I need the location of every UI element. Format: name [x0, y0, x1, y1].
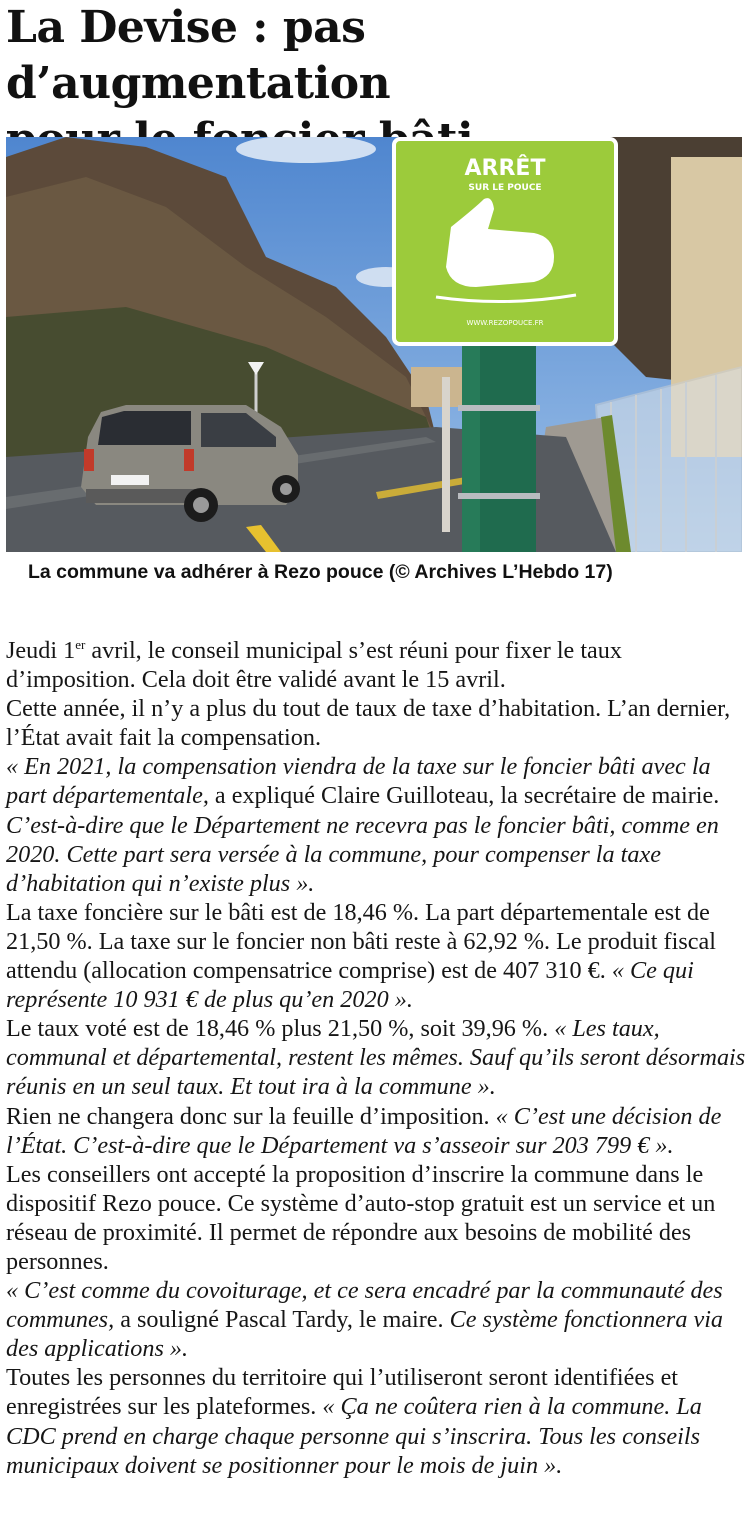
- headline-line-1: La Devise : pas d’augmentation: [6, 2, 391, 109]
- p4-quote-1: « Ce qui représente 10 931 € de plus qu’en 2020 ».: [6, 957, 694, 1014]
- p8-quote-2: Ce système fonctionnera via des applications ».: [6, 1306, 724, 1363]
- p5-quote-1: « Les taux, communal et départemental, restent les mêmes. Sauf qu’ils seront désormais réunis en un seul taux. Et tout ira à la commune ».: [6, 1015, 746, 1101]
- p1-superscript: er: [75, 636, 86, 652]
- paragraph-2: Cette année, il n’y a plus du tout de taux de taxe d’habitation. L’an dernier, l’État avait fait la compensation.: [6, 695, 731, 752]
- sign-title: ARRÊT: [464, 156, 546, 181]
- p9-text-1: Toutes les personnes du territoire qui l’utiliseront seront identifiées et enregistrées sur les plateformes.: [6, 1364, 679, 1421]
- rezo-pouce-sign: [394, 139, 616, 344]
- car: [81, 405, 300, 522]
- p9-quote-1: « Ça ne coûtera rien à la commune. La CDC prend en charge chaque personne qui s’inscrira. Tous les conseils municipaux doivent se positionner pour le mois de juin ».: [6, 1393, 702, 1479]
- p1-text-b: avril, le conseil municipal s’est réuni pour fixer le taux d’imposition. Cela doit être validé avant le 15 avril.: [6, 637, 622, 694]
- paragraph-5: [6, 1014, 751, 1101]
- p6-quote-1: « C’est une décision de l’État. C’est-à-dire que le Département va s’asseoir sur 203 799 € ».: [6, 1102, 722, 1159]
- p1-text-a: Jeudi 1: [6, 637, 76, 664]
- paragraph-1: [6, 636, 751, 694]
- p8-text-1: a souligné Pascal Tardy, le maire.: [114, 1306, 450, 1334]
- paragraph-9: [6, 1363, 751, 1479]
- p3-quote-2: C’est-à-dire que le Département ne recevra pas le foncier bâti, comme en 2020. Cette part sera versée à la commune, pour compenser la taxe d’habitation qui n’existe plus ».: [6, 811, 719, 897]
- p3-text-1: a expliqué Claire Guilloteau, la secrétaire de mairie.: [208, 782, 720, 810]
- paragraph-3: [6, 752, 751, 897]
- sign-url: WWW.REZOPOUCE.FR: [466, 319, 544, 327]
- photo-caption: La commune va adhérer à Rezo pouce (© Archives L’Hebdo 17): [28, 561, 613, 583]
- paragraph-7: Les conseillers ont accepté la proposition d’inscrire la commune dans le dispositif Rezo pouce. Ce système d’auto-stop gratuit est un service et un réseau de proximité. Il permet de répondre aux besoins de mobilité des personnes.: [6, 1160, 716, 1275]
- sign-subtitle: SUR LE POUCE: [468, 183, 542, 193]
- p8-quote-1: « C’est comme du covoiturage, et ce sera encadré par la communauté des communes,: [6, 1277, 723, 1334]
- p4-text-1: La taxe foncière sur le bâti est de 18,46 %. La part départementale est de 21,50 %. La taxe sur le foncier non bâti reste à 62,92 %. Le produit fiscal attendu (allocation compensatrice comprise) est de 407 310 €.: [6, 898, 716, 985]
- paragraph-6: [6, 1102, 751, 1160]
- p6-text-1: Rien ne changera donc sur la feuille d’imposition.: [6, 1102, 496, 1130]
- article-photo: [6, 137, 742, 552]
- paragraph-4: [6, 898, 751, 1014]
- sign-pole: [458, 337, 540, 552]
- p3-quote-1: « En 2021, la compensation viendra de la taxe sur le foncier bâti avec la part départementale,: [6, 753, 711, 810]
- article-body: [6, 636, 751, 1480]
- paragraph-8: [6, 1276, 751, 1363]
- p5-text-1: Le taux voté est de 18,46 % plus 21,50 %, soit 39,96 %.: [6, 1015, 555, 1043]
